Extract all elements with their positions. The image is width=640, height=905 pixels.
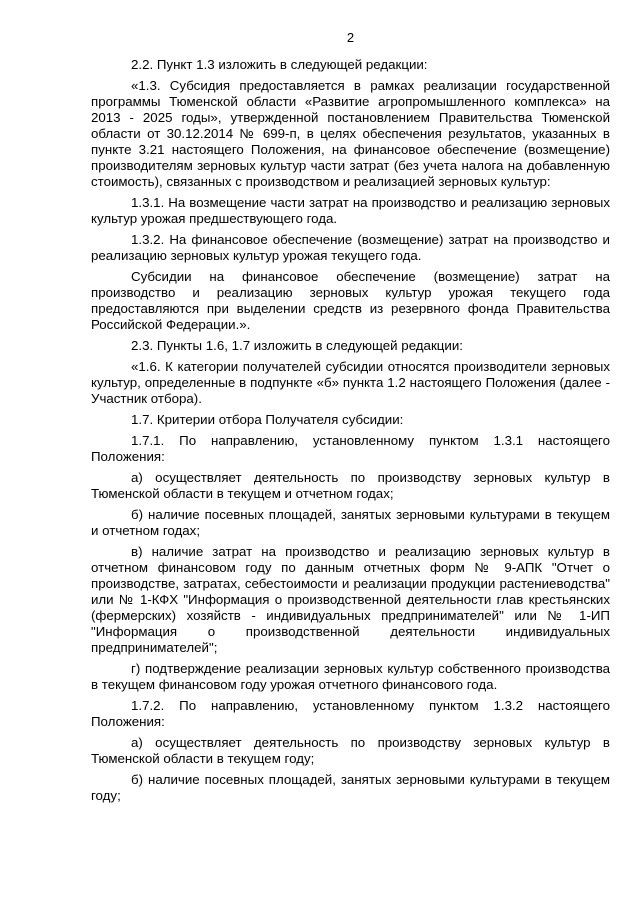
paragraph-1-6: «1.6. К категории получателей субсидии относятся производители зерновых культур, определенные в подпункте «б» пункта 1.2 настоящего Положения (далее - Участник отбора). — [91, 359, 610, 406]
page-number: 2 — [346, 30, 355, 45]
paragraph-1-7-2-b: б) наличие посевных площадей, занятых зерновыми культурами в текущем году; — [91, 772, 610, 803]
paragraph-1-7-1-g: г) подтверждение реализации зерновых культур собственного производства в текущем финансовом году урожая отчетного финансового года. — [91, 661, 610, 692]
paragraph-1-3-1: 1.3.1. На возмещение части затрат на производство и реализацию зерновых культур урожая предшествующего года. — [91, 195, 610, 226]
paragraph-1-7: 1.7. Критерии отбора Получателя субсидии: — [131, 412, 404, 427]
paragraph-1-7-1: 1.7.1. По направлению, установленному пунктом 1.3.1 настоящего Положения: — [91, 433, 610, 464]
paragraph-2-2: 2.2. Пункт 1.3 изложить в следующей редакции: — [131, 57, 428, 72]
paragraph-1-7-2: 1.7.2. По направлению, установленному пунктом 1.3.2 настоящего Положения: — [91, 698, 610, 729]
paragraph-1-7-2-a: а) осуществляет деятельность по производству зерновых культур в Тюменской области в текущем году; — [91, 735, 610, 766]
paragraph-1-7-1-a: а) осуществляет деятельность по производству зерновых культур в Тюменской области в текущем и отчетном годах; — [91, 470, 610, 501]
paragraph-1-7-1-b: б) наличие посевных площадей, занятых зерновыми культурами в текущем и отчетном годах; — [91, 507, 610, 538]
paragraph-1-7-1-v: в) наличие затрат на производство и реализацию зерновых культур в отчетном финансовом году по данным отчетных форм № 9-АПК "Отчет о производстве, затратах, себестоимости и реализации продукции растениеводства" или № 1-КФХ "Информация о производственной деятельности глав крестьянских (фермерских) хозяйств - индивидуальных предпринимателей" или № 1-ИП "Информация о производственной деятельности индивидуальных предпринимателей"; — [91, 544, 610, 655]
paragraph-1-3: «1.3. Субсидия предоставляется в рамках реализации государственной программы Тюменской области «Развитие агропромышленного комплекса» на 2013 - 2025 годы», утвержденной постановлением Правительства Тюменской области от 30.12.2014 № 699-п, в целях обеспечения результатов, указанных в пункте 3.21 настоящего Положения, на финансовое обеспечение (возмещение) производителям зерновых культур части затрат (без учета налога на добавленную стоимость), связанных с производством и реализацией зерновых культур: — [91, 78, 610, 189]
paragraph-subsidies-reserve: Субсидии на финансовое обеспечение (возмещение) затрат на производство и реализацию зерновых культур урожая текущего года предоставляются при выделении средств из резервного фонда Правительства Российской Федерации.». — [91, 269, 610, 332]
paragraph-1-3-2: 1.3.2. На финансовое обеспечение (возмещение) затрат на производство и реализацию зерновых культур урожая текущего года. — [91, 232, 610, 263]
paragraph-2-3: 2.3. Пункты 1.6, 1.7 изложить в следующей редакции: — [131, 338, 463, 353]
